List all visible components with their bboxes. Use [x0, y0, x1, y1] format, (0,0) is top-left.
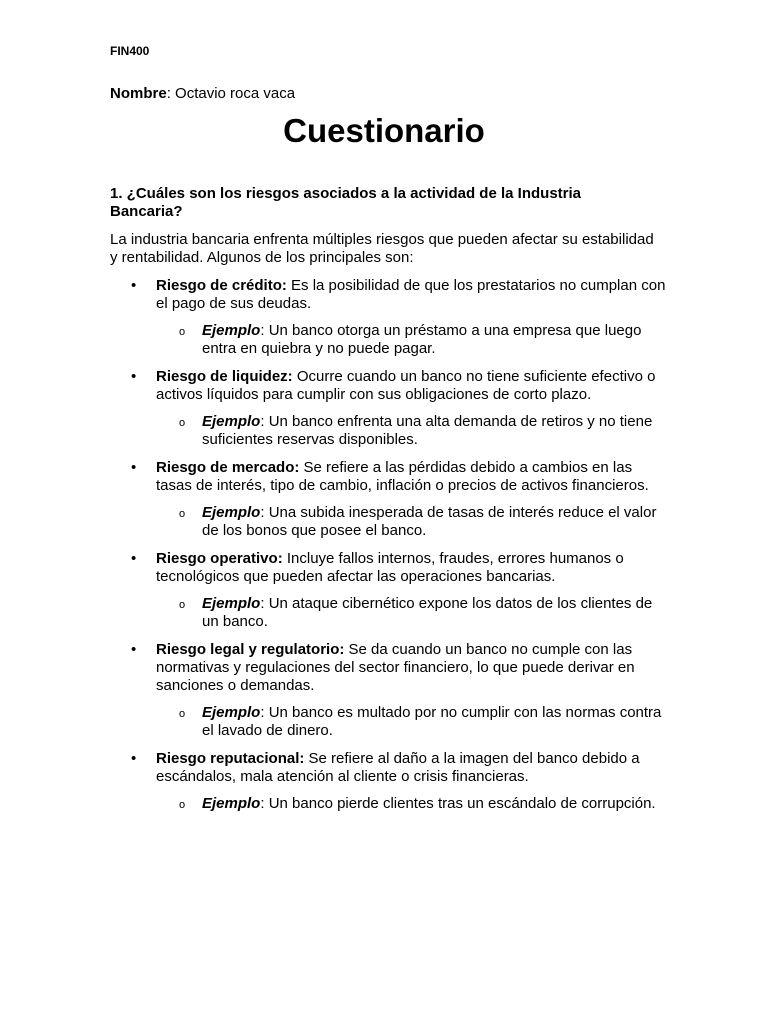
risk-item — [110, 459, 670, 495]
risk-description: Incluye fallos internos, fraudes, errores humanos o tecnológicos que pueden afectar las operaciones bancarias. — [156, 550, 624, 585]
page-title: Cuestionario — [283, 112, 485, 149]
bullet-icon: • — [131, 641, 137, 658]
risk-term: Riesgo de crédito: — [156, 277, 287, 294]
example-text: : Una subida inesperada de tasas de interés reduce el valor de los bonos que posee el banco. — [202, 504, 657, 539]
risk-term: Riesgo de liquidez: — [156, 368, 293, 385]
bullet-icon: • — [131, 277, 137, 294]
example-label: Ejemplo — [202, 795, 261, 812]
circle-bullet-icon: o — [179, 326, 186, 338]
example-item — [110, 704, 670, 740]
example-item — [110, 322, 670, 358]
example-text: : Un ataque cibernético expone los datos de los clientes de un banco. — [202, 595, 653, 630]
circle-bullet-icon: o — [179, 708, 186, 720]
risk-term: Riesgo de mercado: — [156, 459, 300, 476]
circle-bullet-icon: o — [179, 799, 186, 811]
risk-description: Se da cuando un banco no cumple con las normativas y regulaciones del sector financiero, lo que puede derivar en sanciones o demandas. — [156, 641, 635, 694]
intro-paragraph: La industria bancaria enfrenta múltiples riesgos que pueden afectar su estabilidad y rentabilidad. Algunos de los principales son: — [110, 231, 654, 266]
student-name: Octavio roca vaca — [170, 85, 296, 102]
risk-term: Riesgo reputacional: — [156, 750, 305, 767]
example-item — [110, 595, 670, 631]
risk-item — [110, 750, 670, 786]
question-heading: 1. ¿Cuáles son los riesgos asociados a la actividad de la Industria Bancaria? — [110, 185, 581, 220]
example-label: Ejemplo — [202, 504, 261, 521]
example-label: Ejemplo — [202, 704, 261, 721]
example-label: Ejemplo — [202, 595, 261, 612]
example-item — [110, 504, 670, 540]
risk-item — [110, 641, 670, 695]
circle-bullet-icon: o — [179, 599, 186, 611]
name-separator: : — [166, 85, 171, 102]
risk-term: Riesgo operativo: — [156, 550, 283, 567]
bullet-icon: • — [131, 750, 137, 767]
risk-description: Es la posibilidad de que los prestatarios no cumplan con el pago de sus deudas. — [156, 277, 666, 312]
risk-term: Riesgo legal y regulatorio: — [156, 641, 345, 658]
risk-description: Se refiere a las pérdidas debido a cambios en las tasas de interés, tipo de cambio, inflación o precios de activos financieros. — [156, 459, 649, 494]
course-code: FIN400 — [110, 44, 150, 58]
circle-bullet-icon: o — [179, 508, 186, 520]
bullet-icon: • — [131, 550, 137, 567]
list-item — [110, 641, 670, 740]
example-label: Ejemplo — [202, 322, 261, 339]
risk-item — [110, 550, 670, 586]
example-label: Ejemplo — [202, 413, 261, 430]
bullet-icon: • — [131, 368, 137, 385]
risk-description: Se refiere al daño a la imagen del banco debido a escándalos, mala atención al cliente o crisis financieras. — [156, 750, 640, 785]
risk-description: Ocurre cuando un banco no tiene suficiente efectivo o activos líquidos para cumplir con sus obligaciones de corto plazo. — [156, 368, 656, 403]
name-label: Nombre — [110, 85, 167, 102]
list-item — [110, 550, 670, 631]
list-item — [110, 459, 670, 540]
circle-bullet-icon: o — [179, 417, 186, 429]
risk-item — [110, 277, 670, 313]
example-text: : Un banco otorga un préstamo a una empresa que luego entra en quiebra y no puede pagar. — [202, 322, 642, 357]
list-item — [110, 277, 670, 358]
example-text: : Un banco enfrenta una alta demanda de retiros y no tiene suficientes reservas disponibles. — [202, 413, 653, 448]
list-item — [110, 368, 670, 449]
student-name-line — [110, 85, 295, 102]
example-item — [110, 795, 670, 813]
example-text: : Un banco pierde clientes tras un escándalo de corrupción. — [260, 795, 656, 812]
example-item — [110, 413, 670, 449]
example-text: : Un banco es multado por no cumplir con las normas contra el lavado de dinero. — [202, 704, 662, 739]
list-item — [110, 750, 670, 813]
risk-list — [110, 277, 670, 823]
risk-item — [110, 368, 670, 404]
bullet-icon: • — [131, 459, 137, 476]
